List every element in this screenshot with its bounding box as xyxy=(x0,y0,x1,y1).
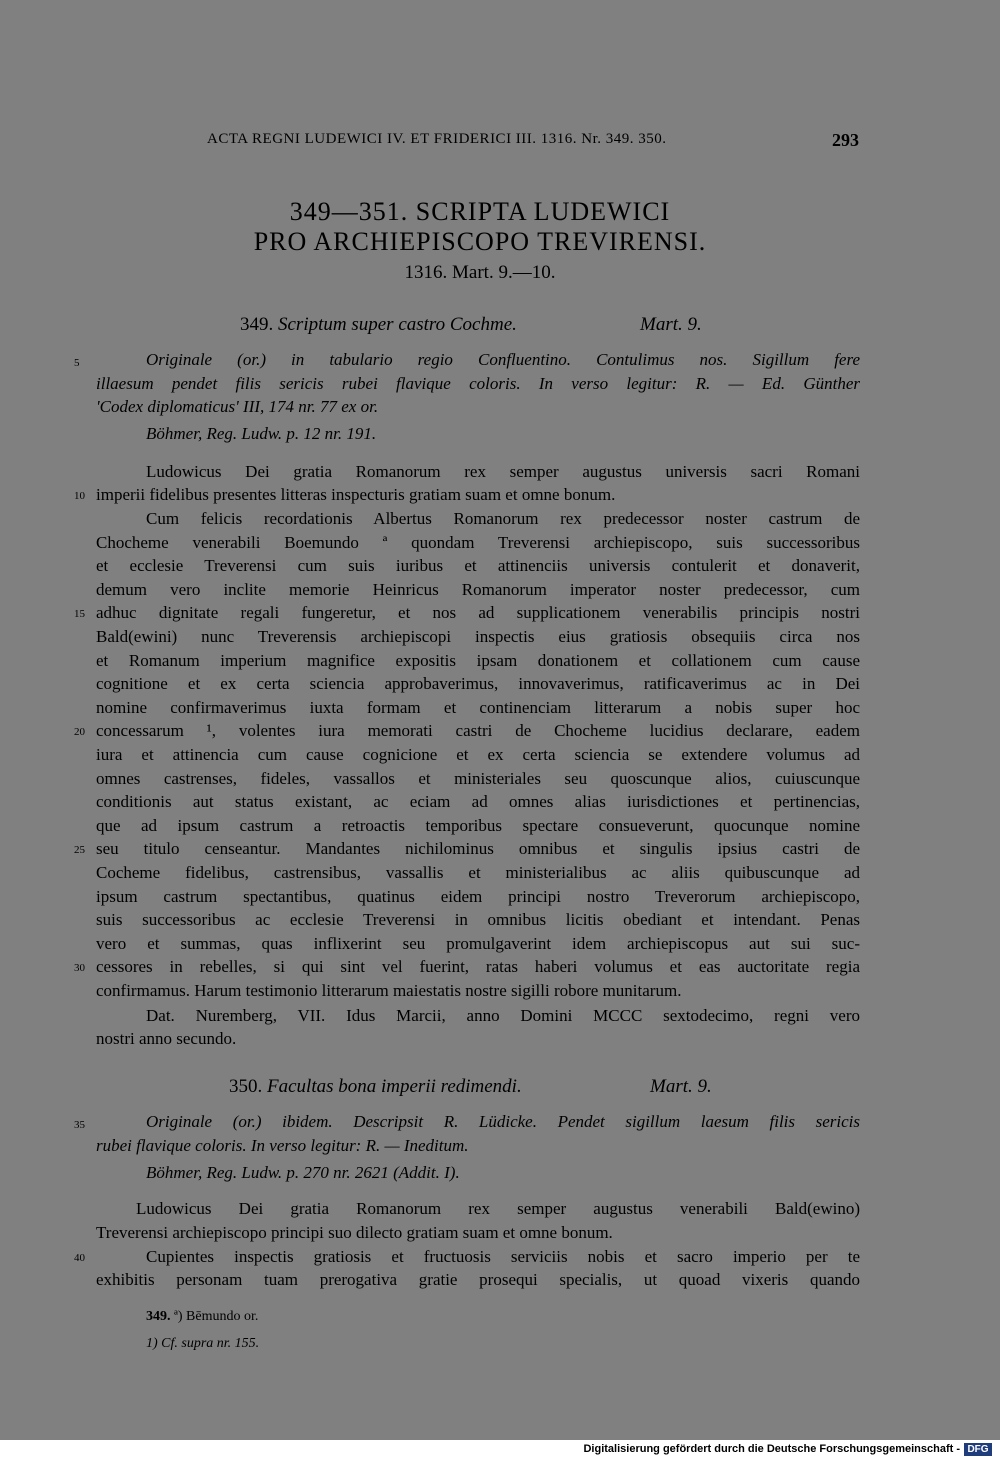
doc349-note-line: illaesum pendet filis sericis rubei flavique coloris. In verso legitur: R. — Ed. Günther xyxy=(96,374,860,393)
doc349-text-line: Cum felicis recordationis Albertus Romanorum rex predecessor noster castrum de xyxy=(146,509,860,528)
footnote-a-text: ª) Bēmundo or. xyxy=(174,1309,259,1324)
section-date: 1316. Mart. 9.—10. xyxy=(404,262,556,283)
doc349-text-line: et ecclesie Treverensi cum suis iuribus et attinenciis universis contulerit et donaverit, xyxy=(96,556,860,575)
line-number-15: 15 xyxy=(74,608,85,620)
doc349-title: Scriptum super castro Cochme. xyxy=(278,314,517,335)
doc349-text-line: et Romanum imperium magnifice expositis ipsam donationem et collationem cum cause xyxy=(96,651,860,670)
page-number: 293 xyxy=(832,130,859,150)
doc350-text-line: Cupientes inspectis gratiosis et fructuosis serviciis nobis et sacro imperio per te xyxy=(146,1247,860,1266)
doc349-date: Mart. 9. xyxy=(640,314,702,335)
doc350-text-line: exhibitis personam tuam prerogativa gratie prosequi specialis, ut quoad vixeris quando xyxy=(96,1270,860,1289)
doc349-regest: Böhmer, Reg. Ludw. p. 12 nr. 191. xyxy=(146,424,377,443)
section-title-line2: PRO ARCHIEPISCOPO TREVIRENSI. xyxy=(253,227,707,256)
line-number-35: 35 xyxy=(74,1119,85,1131)
doc350-note-line: Originale (or.) ibidem. Descripsit R. Lüdicke. Pendet sigillum laesum filis sericis xyxy=(146,1112,860,1131)
doc350-number: 350. xyxy=(229,1076,263,1097)
doc349-text-line: concessarum ¹, volentes iura memorati castri de Chocheme lucidius declarare, eadem xyxy=(96,721,860,740)
doc350-title: Facultas bona imperii redimendi. xyxy=(267,1076,522,1097)
footnote-ref: 349. xyxy=(146,1309,171,1324)
doc349-text-line: Bald(ewini) nunc Treverensis archiepiscopi inspectis eius gratiosis obsequiis circa nos xyxy=(96,627,860,646)
doc349-number: 349. xyxy=(240,314,274,335)
line-number-25: 25 xyxy=(74,844,85,856)
funding-footer xyxy=(0,1440,1000,1460)
line-number-20: 20 xyxy=(74,726,85,738)
doc349-text-line: iura et attinencia cum cause cognicione et ex certa sciencia se extendere volumus ad xyxy=(96,745,860,764)
doc349-text-line: Chocheme venerabili Boemundo ª quondam Treverensi archiepiscopo, suis successoribus xyxy=(96,533,860,552)
section-title-line1: 349—351. SCRIPTA LUDEWICI xyxy=(289,197,671,226)
doc349-text-line: que ad ipsum castrum a retroactis temporibus spectare consueverunt, quocunque nomine xyxy=(96,816,860,835)
running-header: ACTA REGNI LUDEWICI IV. ET FRIDERICI III. 1316. Nr. 349. 350. xyxy=(207,131,667,147)
doc349-text-line: suis successoribus ac ecclesie Treverensi in omnibus licitis obediant et intendant. Penas xyxy=(96,910,860,929)
doc349-text-line: seu titulo censeantur. Mandantes nichilominus omnibus et singulis ipsius castri de xyxy=(96,839,860,858)
doc349-text-line: confirmamus. Harum testimonio litterarum maiestatis nostre sigilli robore munitarum. xyxy=(96,981,682,1000)
line-number-10: 10 xyxy=(74,490,85,502)
doc350-text-line: Treverensi archiepiscopo principi suo dilecto gratiam suam et omne bonum. xyxy=(96,1223,613,1242)
doc350-note-line: rubei flavique coloris. In verso legitur: R. — Ineditum. xyxy=(96,1136,469,1155)
doc350-regest: Böhmer, Reg. Ludw. p. 270 nr. 2621 (Addit. I). xyxy=(146,1163,460,1182)
funding-text: Digitalisierung gefördert durch die Deutsche Forschungsgemeinschaft - xyxy=(583,1443,960,1455)
line-number-5: 5 xyxy=(74,357,80,369)
doc349-text-line: adhuc dignitate regali fungeretur, et nos ad supplicationem venerabilis principis nostri xyxy=(96,603,860,622)
footnote-a xyxy=(146,1309,258,1325)
doc349-heading xyxy=(240,314,517,336)
doc349-text-line: Dat. Nuremberg, VII. Idus Marcii, anno Domini MCCC sextodecimo, regni vero xyxy=(146,1006,860,1025)
line-number-30: 30 xyxy=(74,962,85,974)
doc349-text-line: omnes castrenses, fideles, vassallos et ministeriales seu quoscunque alios, cuiuscunque xyxy=(96,769,860,788)
doc349-text-line: vero et summas, quas inflixerint seu promulgaverint idem archiepiscopus aut sui suc- xyxy=(96,934,860,953)
doc349-text-line: cessores in rebelles, si qui sint vel fuerint, ratas haberi volumus et eas auctoritate regia xyxy=(96,957,860,976)
doc349-note-line: 'Codex diplomaticus' III, 174 nr. 77 ex or. xyxy=(96,397,379,416)
doc350-text-line: Ludowicus Dei gratia Romanorum rex semper augustus venerabili Bald(ewino) xyxy=(136,1199,860,1218)
doc350-date: Mart. 9. xyxy=(650,1076,712,1097)
doc349-text-line: cognitione et ex certa sciencia approbaverimus, innovaverimus, ratificaverimus ac in Dei xyxy=(96,674,860,693)
doc349-text-line: Ludowicus Dei gratia Romanorum rex semper augustus universis sacri Romani xyxy=(146,462,860,481)
dfg-logo: DFG xyxy=(964,1443,992,1456)
doc349-text-line: Cocheme fidelibus, castrensibus, vassallis et ministerialibus ac aliis quibuscunque ad xyxy=(96,863,860,882)
doc349-note-line: Originale (or.) in tabulario regio Confluentino. Contulimus nos. Sigillum fere xyxy=(146,350,860,369)
footnote-1: 1) Cf. supra nr. 155. xyxy=(146,1336,260,1351)
doc349-text-line: nostri anno secundo. xyxy=(96,1029,237,1048)
doc350-heading xyxy=(229,1076,522,1098)
doc349-text-line: imperii fidelibus presentes litteras inspecturis gratiam suam et omne bonum. xyxy=(96,485,616,504)
doc349-text-line: demum vero inclite memorie Heinricus Romanorum imperator noster predecessor, cum xyxy=(96,580,860,599)
doc349-text-line: nomine confirmaverimus iuxta formam et continenciam litterarum a nobis super hoc xyxy=(96,698,860,717)
doc349-text-line: conditionis aut status existant, ac eciam ad omnes alias iurisdictiones et pertinencias, xyxy=(96,792,860,811)
doc349-text-line: ipsum castrum spectantibus, quatinus eidem principi nostro Treverorum archiepiscopo, xyxy=(96,887,860,906)
line-number-40: 40 xyxy=(74,1252,85,1264)
